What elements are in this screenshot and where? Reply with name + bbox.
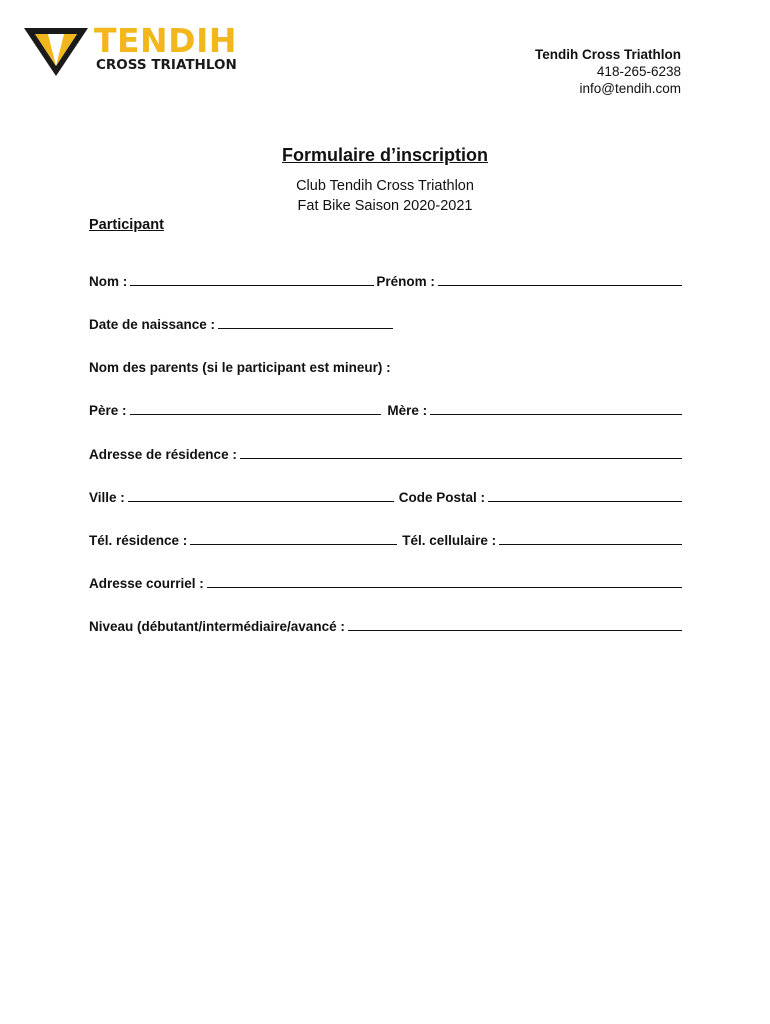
code-postal-field[interactable]	[488, 489, 682, 502]
mere-field[interactable]	[430, 402, 682, 415]
section-participant: Participant	[89, 217, 164, 233]
form-title: Formulaire d’inscription	[281, 145, 489, 165]
label-mere: Mère :	[387, 403, 428, 418]
row-courriel	[89, 575, 682, 592]
courriel-field[interactable]	[207, 575, 682, 588]
label-tel-cellulaire: Tél. cellulaire :	[402, 533, 497, 548]
contact-email: info@tendih.com	[579, 81, 681, 96]
pere-field[interactable]	[130, 402, 382, 415]
label-pere: Père :	[89, 403, 127, 418]
nom-field[interactable]	[130, 273, 374, 286]
label-tel-residence: Tél. résidence :	[89, 533, 188, 548]
adresse-field[interactable]	[240, 446, 682, 459]
row-adresse	[89, 446, 682, 463]
tel-cellulaire-field[interactable]	[499, 532, 682, 545]
contact-phone: 418-265-6238	[596, 64, 681, 79]
ville-field[interactable]	[128, 489, 394, 502]
logo-subtitle: CROSS TRIATHLON	[96, 57, 237, 73]
tel-residence-field[interactable]	[190, 532, 397, 545]
label-niveau: Niveau (débutant/intermédiaire/avancé :	[89, 619, 345, 634]
row-niveau	[89, 618, 682, 635]
row-nom-prenom	[89, 273, 682, 290]
niveau-field[interactable]	[348, 618, 682, 631]
form-subtitle-club: Club Tendih Cross Triathlon	[296, 178, 474, 194]
label-courriel: Adresse courriel :	[89, 576, 204, 591]
row-pere-mere	[89, 402, 682, 419]
label-prenom: Prénom :	[376, 274, 435, 289]
label-nom: Nom :	[89, 274, 128, 289]
row-ville-code-postal	[89, 489, 682, 506]
tendih-logo	[20, 22, 250, 78]
logo-name: TENDIH	[94, 21, 237, 60]
date-naissance-field[interactable]	[218, 316, 393, 329]
label-date-naissance: Date de naissance :	[89, 317, 216, 332]
form-subtitle-season: Fat Bike Saison 2020-2021	[297, 198, 473, 214]
label-adresse: Adresse de résidence :	[89, 447, 237, 462]
label-parents: Nom des parents (si le participant est mineur) :	[89, 360, 391, 375]
contact-block	[535, 46, 681, 97]
row-parents	[89, 359, 391, 376]
row-telephones	[89, 532, 682, 549]
label-code-postal: Code Postal :	[398, 490, 486, 505]
triangle-logo-icon	[20, 22, 92, 78]
contact-name: Tendih Cross Triathlon	[534, 47, 681, 62]
prenom-field[interactable]	[438, 273, 682, 286]
row-date-naissance	[89, 316, 393, 333]
label-ville: Ville :	[89, 490, 125, 505]
